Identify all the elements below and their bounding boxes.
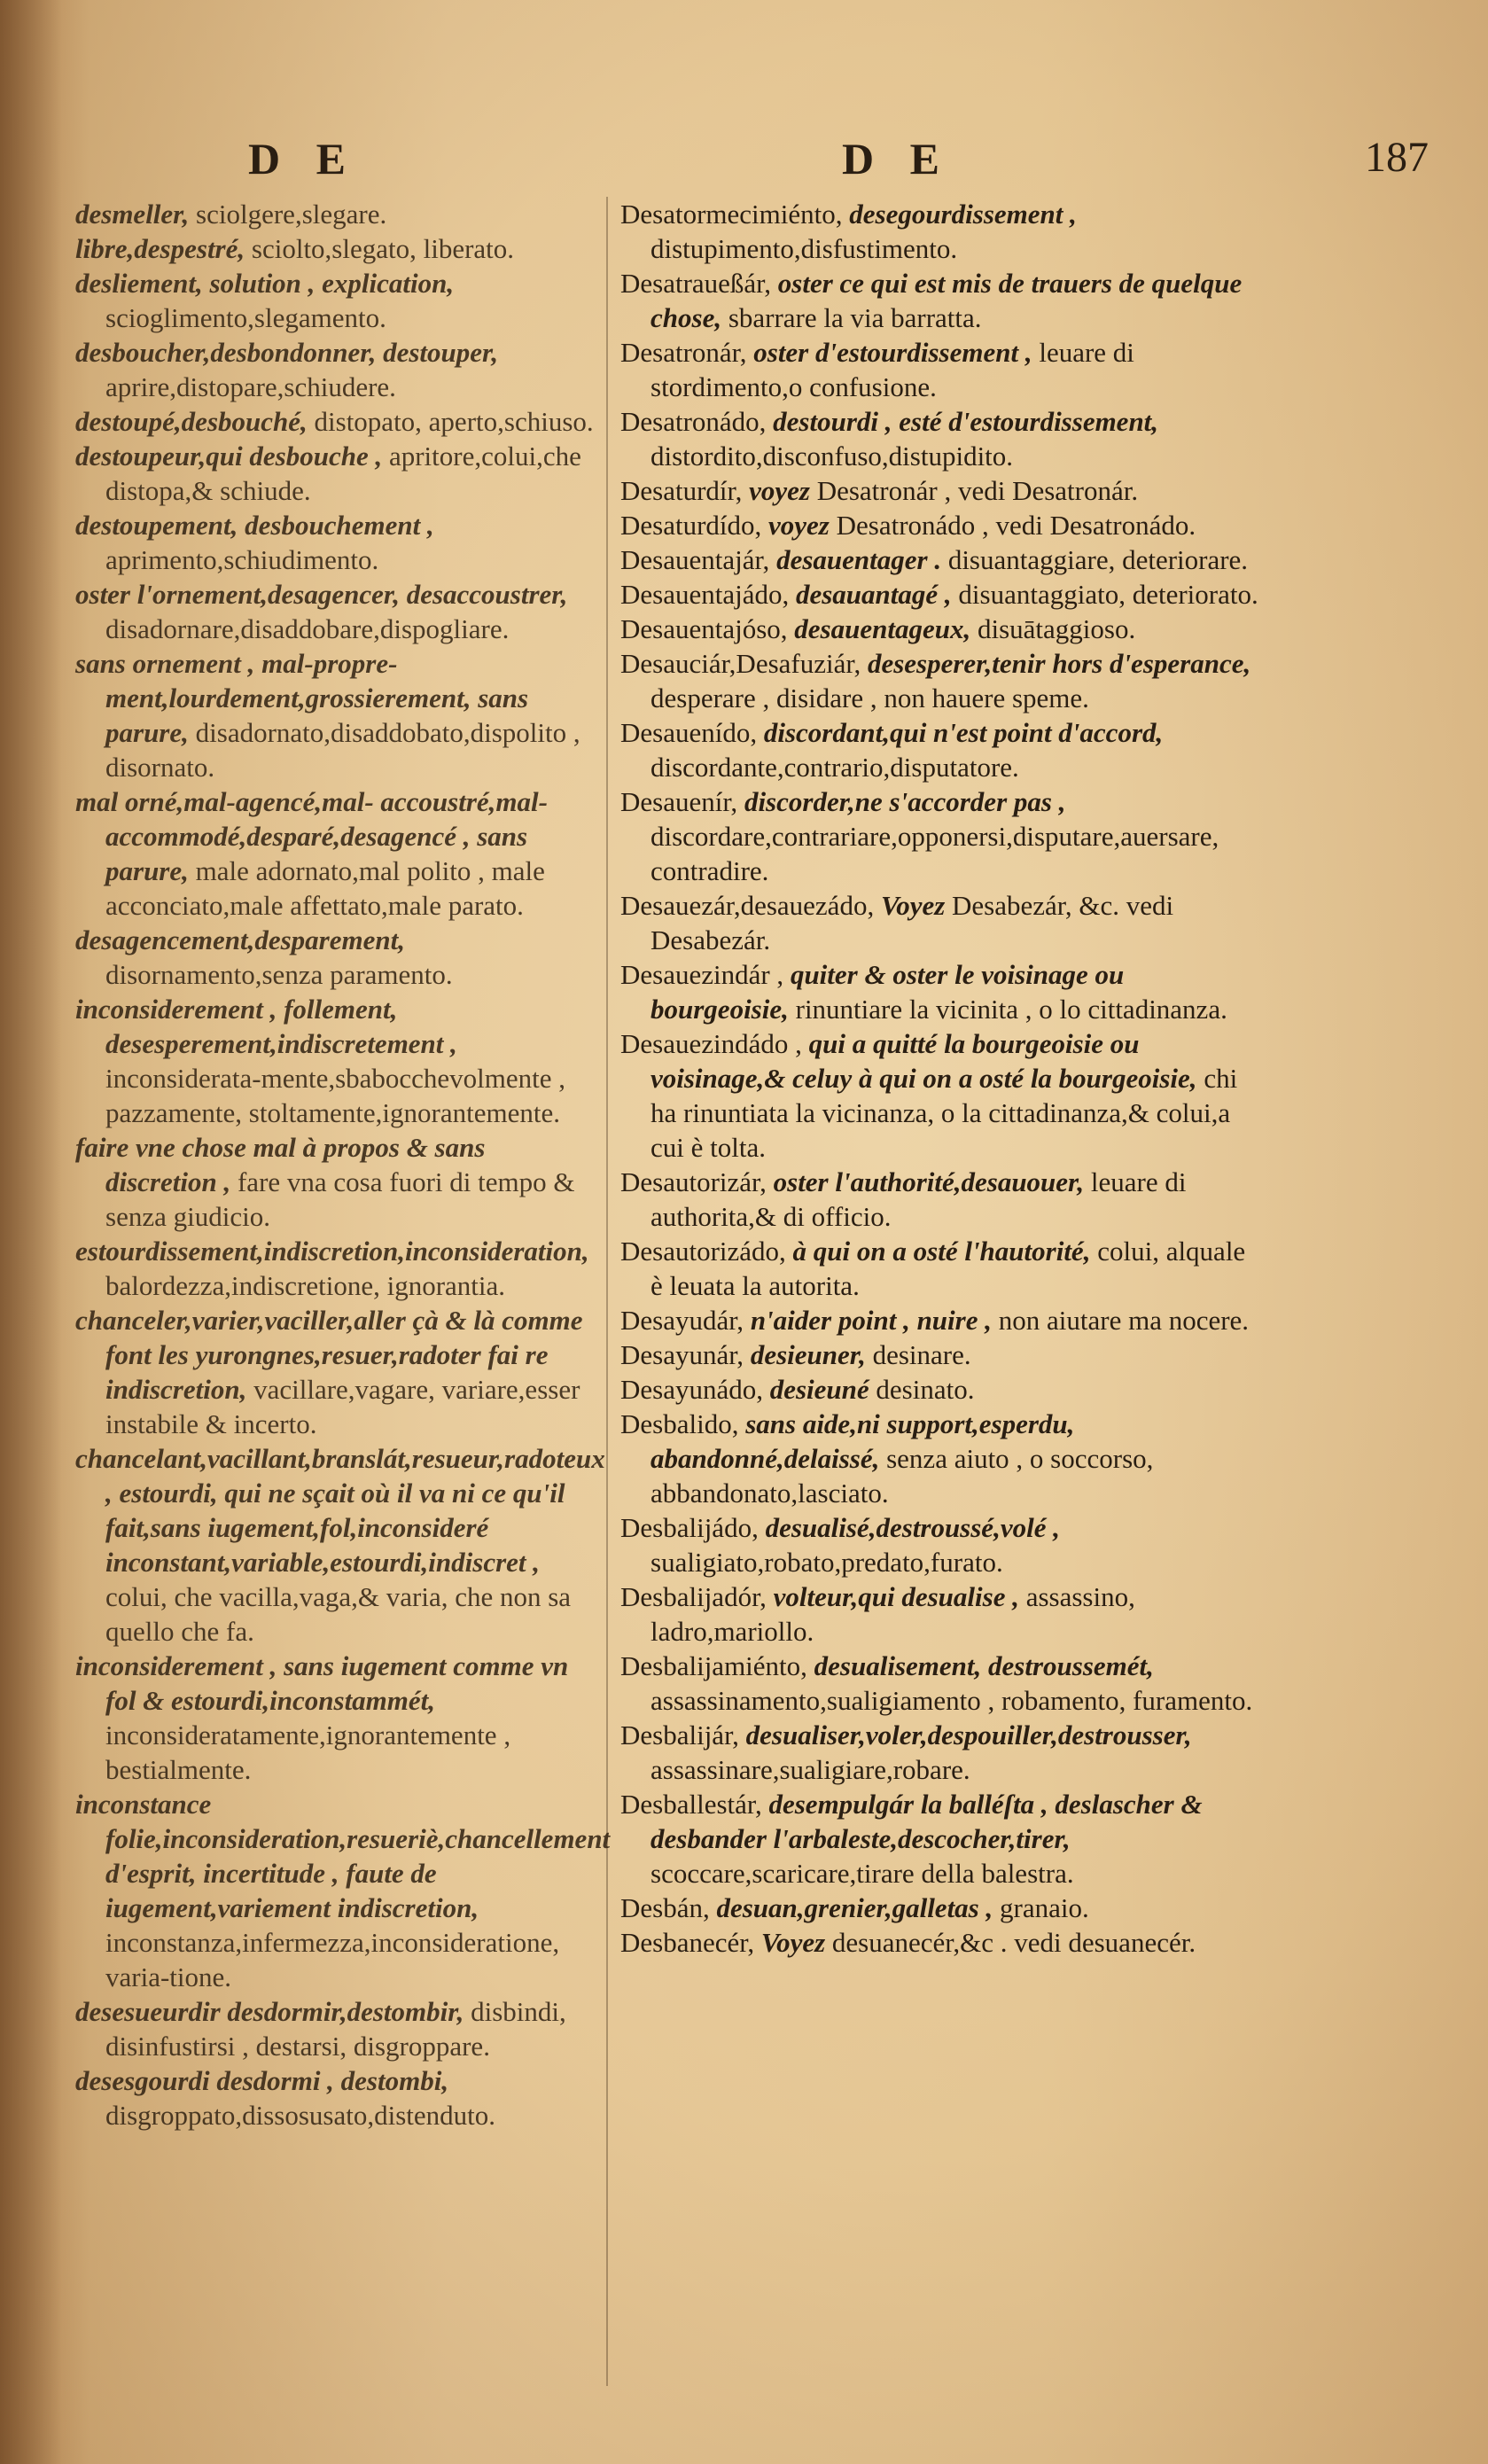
dictionary-entry — [620, 335, 1260, 404]
entry-italian: desuanecér,&c . vedi desuanecér. — [831, 1927, 1196, 1958]
entry-headword: Desayunár, — [620, 1339, 744, 1370]
entry-french: voyez — [749, 475, 810, 506]
dictionary-entry — [620, 1510, 1260, 1579]
page-number: 187 — [1365, 134, 1429, 181]
entry-french: inconsiderement , follement, desesperement,indiscretement , — [75, 994, 457, 1059]
dictionary-entry — [620, 473, 1260, 508]
entry-french: libre,despestré, — [75, 233, 245, 264]
entry-headword: Desauentajár, — [620, 544, 770, 575]
entry-italian: aprire,distopare,schiudere. — [105, 371, 396, 402]
entry-italian: senza aiuto , o soccorso, abbandonato,lasciato. — [651, 1443, 1154, 1509]
entry-italian: scioglimento,slegamento. — [105, 302, 386, 333]
dictionary-entry — [620, 612, 1260, 646]
dictionary-entry — [75, 577, 594, 646]
entry-french: desesueurdir desdormir,destombir, — [75, 1996, 464, 2027]
entry-headword: Desautorizádo, — [620, 1236, 786, 1267]
dictionary-entry — [75, 646, 594, 784]
entry-italian: disornamento,senza paramento. — [105, 959, 453, 990]
dictionary-entry — [620, 1925, 1260, 1960]
entry-headword: Desauentajóso, — [620, 613, 788, 644]
entry-french: chanceler,varier,vaciller,aller çà & là comme font les yurongnes,resuer,radoter fai re indiscretion, — [75, 1305, 583, 1405]
dictionary-entry — [75, 404, 594, 439]
running-head — [0, 133, 1488, 195]
entry-italian: colui, che vacilla,vaga,& varia, che non sa quello che fa. — [105, 1581, 572, 1647]
entry-french: oster l'ornement,desagencer, desaccoustrer, — [75, 579, 568, 610]
entry-french: desagencement,desparement, — [75, 924, 405, 955]
entry-french: desualiser,voler,despouiller,destrousser, — [745, 1719, 1192, 1751]
entry-italian: Desabezár, &c. vedi Desabezár. — [651, 890, 1174, 955]
entry-headword: Desbalijádo, — [620, 1512, 759, 1543]
entry-italian: desperare , disidare , non hauere speme. — [651, 682, 1089, 713]
entry-italian: disadornare,disaddobare,dispogliare. — [105, 613, 510, 644]
dictionary-entry — [75, 1994, 594, 2063]
entry-headword: Desballestár, — [620, 1789, 762, 1820]
dictionary-entry — [620, 715, 1260, 784]
entry-headword: Desauenído, — [620, 717, 758, 748]
entry-italian: male adornato,mal polito , male acconciato,male affettato,male parato. — [105, 855, 545, 921]
entry-italian: aprimento,schiudimento. — [105, 544, 379, 575]
entry-french: discorder,ne s'accorder pas , — [744, 786, 1066, 817]
entry-italian: colui, alquale è leuata la autorita. — [651, 1236, 1246, 1301]
dictionary-entry — [75, 266, 594, 335]
entry-italian: sbarrare la via barratta. — [728, 302, 982, 333]
entry-headword: Desayunádo, — [620, 1374, 763, 1405]
entry-headword: Desbalido, — [620, 1408, 739, 1439]
entry-italian: granaio. — [1000, 1892, 1089, 1923]
dictionary-entry — [620, 1165, 1260, 1234]
dictionary-entry — [620, 646, 1260, 715]
entry-french: discordant,qui n'est point d'accord, — [763, 717, 1164, 748]
dictionary-entry — [620, 1337, 1260, 1372]
running-head-right: D E — [842, 134, 952, 183]
dictionary-entry — [620, 1026, 1260, 1165]
entry-french: desegourdissement , — [849, 199, 1077, 230]
entry-french: chancelant,vacillant,branslát,resueur,radoteux , estourdi, qui ne sçait où il va ni ce qu'il fait,sans iugement,fol,inconsideré inconstant,variable,estourdi,indiscret , — [75, 1443, 605, 1578]
dictionary-entry — [75, 1234, 594, 1303]
entry-french: oster ce qui est mis de trauers de quelque chose, — [651, 268, 1243, 333]
dictionary-entry — [75, 231, 594, 266]
entry-italian: disuantaggiato, deteriorato. — [958, 579, 1258, 610]
entry-french: voyez — [768, 510, 830, 541]
entry-italian: disuantaggiare, deteriorare. — [947, 544, 1249, 575]
entry-french: desieuné — [769, 1374, 869, 1405]
dictionary-entry — [620, 266, 1260, 335]
entry-headword: Desauciár,Desafuziár, — [620, 648, 861, 679]
entry-french: qui a quitté la bourgeoisie ou voisinage,& celuy à qui on a osté la bourgeoisie, — [651, 1028, 1197, 1094]
dictionary-entry — [75, 335, 594, 404]
right-column — [620, 197, 1260, 1960]
entry-italian: disuātaggioso. — [977, 613, 1136, 644]
dictionary-entry — [620, 1649, 1260, 1718]
dictionary-entry — [620, 1891, 1260, 1925]
entry-italian: assassinamento,sualigiamento , robamento, furamento. — [651, 1685, 1253, 1716]
dictionary-entry — [620, 957, 1260, 1026]
column-divider — [606, 197, 608, 2386]
entry-headword: Desauezindár , — [620, 959, 784, 990]
entry-french: volteur,qui desualise , — [773, 1581, 1019, 1612]
dictionary-entry — [620, 1718, 1260, 1787]
entry-french: inconsiderement , sans iugement comme vn fol & estourdi,inconstammét, — [75, 1650, 569, 1716]
entry-headword: Desauezindádo , — [620, 1028, 802, 1059]
entry-french: desesperer,tenir hors d'esperance, — [867, 648, 1251, 679]
entry-french: desualisement, destroussemét, — [814, 1650, 1154, 1681]
entry-italian: assassinare,sualigiare,robare. — [651, 1754, 970, 1785]
entry-italian: leuare di authorita,& di officio. — [651, 1166, 1187, 1232]
entry-italian: Desatronár , vedi Desatronár. — [816, 475, 1139, 506]
entry-headword: Desayudár, — [620, 1305, 744, 1336]
entry-french: Voyez — [760, 1927, 826, 1958]
dictionary-entry — [75, 197, 594, 231]
dictionary-entry — [75, 1303, 594, 1441]
entry-french: à qui on a osté l'hautorité, — [792, 1236, 1091, 1267]
entry-italian: balordezza,indiscretione, ignorantia. — [105, 1270, 506, 1301]
entry-headword: Desatronádo, — [620, 406, 767, 437]
dictionary-entry — [620, 1579, 1260, 1649]
entry-headword: Desatormecimiénto, — [620, 199, 843, 230]
entry-french: desieuner, — [750, 1339, 866, 1370]
entry-italian: chi ha rinuntiata la vicinanza, o la cittadinanza,& colui,a cui è tolta. — [651, 1063, 1238, 1163]
entry-french: n'aider point , nuire , — [750, 1305, 992, 1336]
entry-french: desboucher,desbondonner, destouper, — [75, 337, 499, 368]
entry-french: destourdi , esté d'estourdissement, — [773, 406, 1159, 437]
entry-french: desesgourdi desdormi , destombi, — [75, 2065, 449, 2096]
entry-italian: discordare,contrariare,opponersi,disputare,auersare, contradire. — [651, 821, 1219, 886]
dictionary-entry — [75, 923, 594, 992]
entry-headword: Desbalijamiénto, — [620, 1650, 807, 1681]
entry-french: desmeller, — [75, 199, 190, 230]
entry-italian: discordante,contrario,disputatore. — [651, 752, 1019, 783]
entry-italian: vacillare,vagare, variare,esser instabile & incerto. — [105, 1374, 580, 1439]
dictionary-entry — [620, 1234, 1260, 1303]
entry-italian: desinato. — [876, 1374, 975, 1405]
dictionary-entry — [75, 1649, 594, 1787]
running-head-left: D E — [248, 134, 358, 183]
entry-italian: inconsideratamente,ignorantemente , bestialmente. — [105, 1719, 511, 1785]
entry-headword: Desbanecér, — [620, 1927, 755, 1958]
dictionary-entry — [620, 404, 1260, 473]
dictionary-entry — [620, 1372, 1260, 1407]
entry-italian: assassino, ladro,mariollo. — [651, 1581, 1135, 1647]
entry-french: desauentager . — [776, 544, 942, 575]
entry-italian: distopato, aperto,schiuso. — [314, 406, 594, 437]
entry-french: desauentageux, — [794, 613, 971, 644]
entry-italian: distordito,disconfuso,distupidito. — [651, 441, 1014, 472]
entry-french: quiter & oster le voisinage ou bourgeoisie, — [651, 959, 1125, 1025]
gutter-shadow — [0, 0, 62, 2464]
entry-french: desauantagé , — [795, 579, 952, 610]
entry-french: oster l'authorité,desauouer, — [773, 1166, 1085, 1197]
dictionary-entry — [620, 784, 1260, 888]
entry-french: desualisé,destroussé,volé , — [765, 1512, 1060, 1543]
entry-italian: desinare. — [872, 1339, 971, 1370]
dictionary-entry — [620, 508, 1260, 542]
dictionary-entry — [75, 992, 594, 1130]
entry-headword: Desbán, — [620, 1892, 710, 1923]
entry-french: inconstance folie,inconsideration,resueriè,chancellement d'esprit, incertitude , faute de iugement,variement indiscretion, — [75, 1789, 611, 1923]
entry-french: destoupeur,qui desbouche , — [75, 441, 383, 472]
dictionary-entry — [75, 1441, 605, 1649]
dictionary-entry — [620, 1303, 1260, 1337]
entry-french: mal orné,mal-agencé,mal- accoustré,mal-accommodé,desparé,desagencé , sans parure, — [75, 786, 548, 886]
entry-italian: distupimento,disfustimento. — [651, 233, 958, 264]
entry-french: oster d'estourdissement , — [753, 337, 1032, 368]
entry-french: estourdissement,indiscretion,inconsideration, — [75, 1236, 589, 1267]
dictionary-entry — [620, 888, 1260, 957]
entry-french: destoupé,desbouché, — [75, 406, 308, 437]
entry-headword: Desbalijár, — [620, 1719, 739, 1751]
entry-italian: non aiutare ma nocere. — [998, 1305, 1250, 1336]
dictionary-entry — [75, 439, 594, 508]
entry-french: Voyez — [880, 890, 946, 921]
entry-french: desempulgár la balléſta , deslascher & desbander l'arbaleste,descocher,tirer, — [651, 1789, 1203, 1854]
entry-italian: scoccare,scaricare,tirare della balestra. — [651, 1858, 1074, 1889]
entry-headword: Desaturdír, — [620, 475, 743, 506]
entry-french: sans ornement , mal-propre-ment,lourdement,grossierement, sans parure, — [75, 648, 529, 748]
entry-italian: Desatronádo , vedi Desatronádo. — [836, 510, 1196, 541]
dictionary-entry — [75, 1130, 594, 1234]
entry-headword: Desaturdído, — [620, 510, 762, 541]
dictionary-entry — [75, 508, 594, 577]
dictionary-entry — [620, 1407, 1260, 1510]
dictionary-entry — [75, 2063, 594, 2133]
entry-headword: Desatraueßár, — [620, 268, 772, 299]
dictionary-entry — [620, 197, 1260, 266]
entry-italian: disadornato,disaddobato,dispolito , disornato. — [105, 717, 580, 783]
dictionary-entry — [620, 542, 1260, 577]
entry-french: faire vne chose mal à propos & sans discretion , — [75, 1132, 486, 1197]
entry-italian: disbindi, disinfustirsi , destarsi, disgroppare. — [105, 1996, 566, 2062]
dictionary-entry — [75, 1787, 611, 1994]
entry-french: desuan,grenier,galletas , — [716, 1892, 993, 1923]
left-column — [75, 197, 611, 2133]
dictionary-entry — [620, 577, 1260, 612]
dictionary-entry — [620, 1787, 1260, 1891]
entry-italian: rinuntiare la vicinita , o lo cittadinanza. — [795, 994, 1227, 1025]
entry-italian: sualigiato,robato,predato,furato. — [651, 1547, 1003, 1578]
entry-headword: Desauenír, — [620, 786, 738, 817]
entry-headword: Desbalijadór, — [620, 1581, 767, 1612]
entry-french: desliement, solution , explication, — [75, 268, 455, 299]
entry-french: sans aide,ni support,esperdu, abandonné,delaissé, — [651, 1408, 1075, 1474]
entry-headword: Desauezár,desauezádo, — [620, 890, 875, 921]
entry-headword: Desauentajádo, — [620, 579, 790, 610]
entry-italian: disgroppato,dissosusato,distenduto. — [105, 2100, 496, 2131]
entry-italian: fare vna cosa fuori di tempo & senza giudicio. — [105, 1166, 575, 1232]
entry-italian: sciolgere,slegare. — [196, 199, 387, 230]
entry-italian: leuare di stordimento,o confusione. — [651, 337, 1134, 402]
entry-italian: sciolto,slegato, liberato. — [251, 233, 515, 264]
entry-italian: inconstanza,infermezza,inconsideratione, varia-tione. — [105, 1927, 560, 1992]
entry-italian: inconsiderata-mente,sbabocchevolmente , pazzamente, stoltamente,ignorantemente. — [105, 1063, 566, 1128]
entry-headword: Desatronár, — [620, 337, 747, 368]
entry-italian: apritore,colui,che distopa,& schiude. — [105, 441, 581, 506]
entry-headword: Desautorizár, — [620, 1166, 767, 1197]
dictionary-entry — [75, 784, 594, 923]
entry-french: destoupement, desbouchement , — [75, 510, 434, 541]
